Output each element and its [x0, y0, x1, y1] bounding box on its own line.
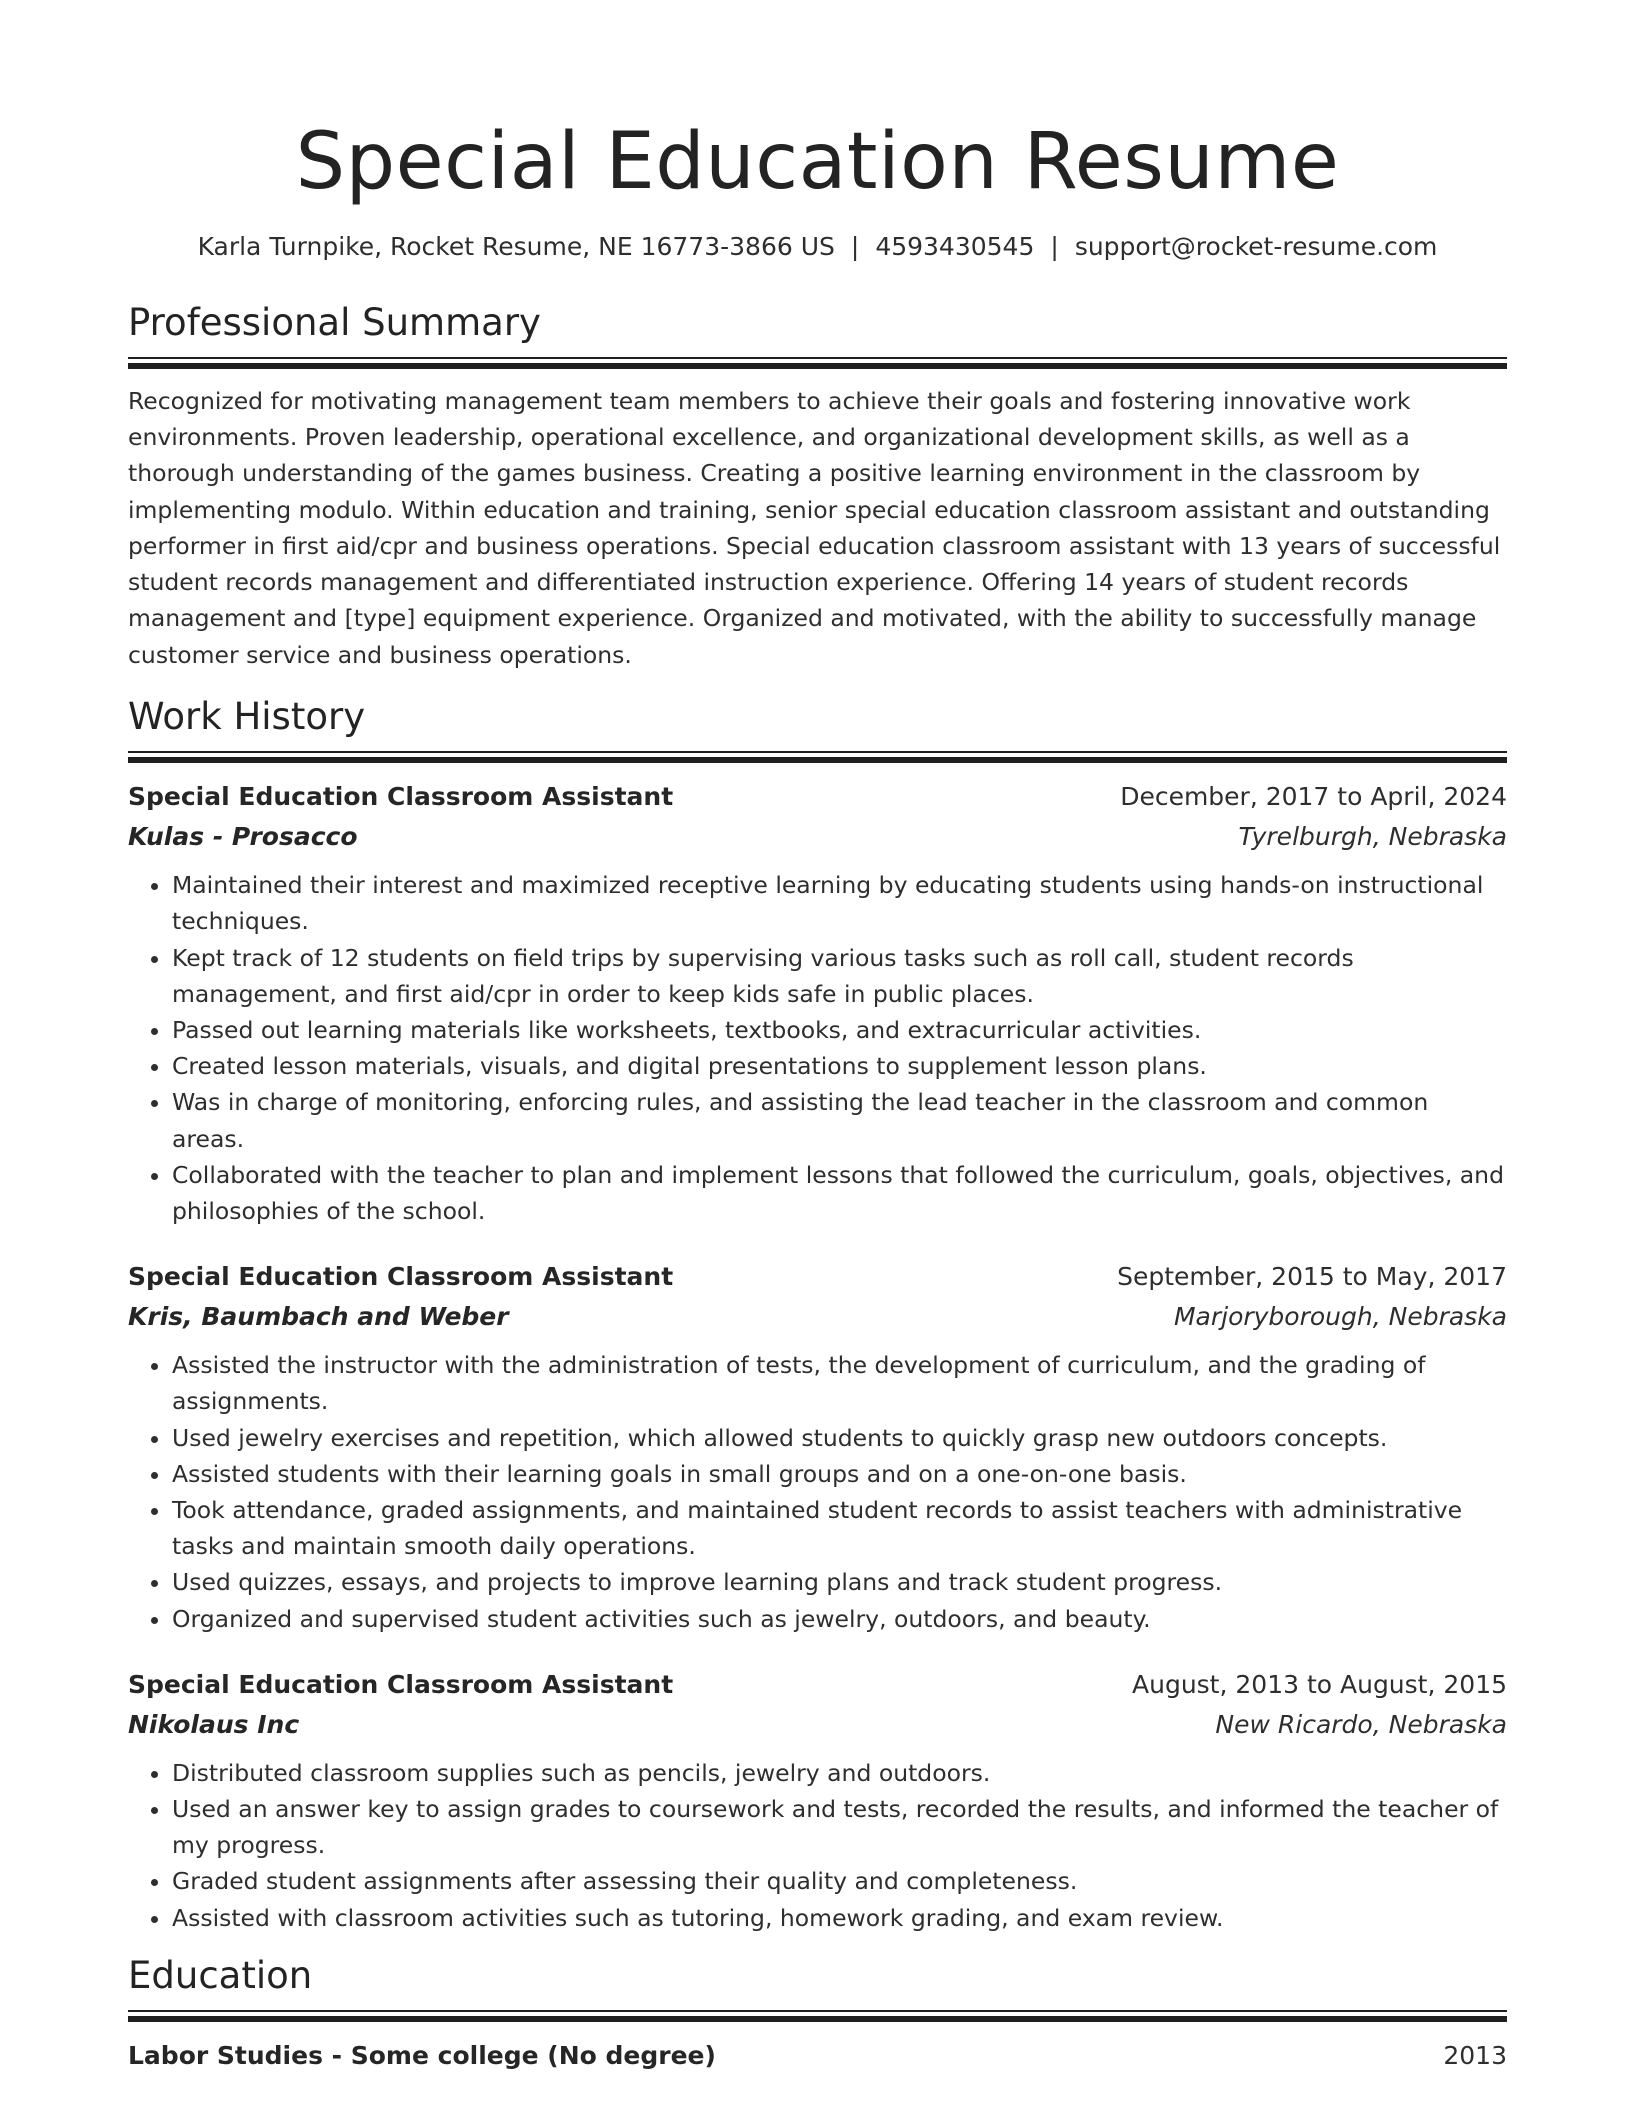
- education-section: [128, 1954, 1507, 2076]
- job-bullet: • Was in charge of monitoring, enforcing rules, and assisting the lead teacher in the classroom and common areas.: [172, 1084, 1507, 1156]
- education-heading: Education: [128, 1953, 313, 1997]
- job-bullet: • Assisted with classroom activities such as tutoring, homework grading, and exam review.: [172, 1900, 1507, 1936]
- job-dates: September, 2015 to May, 2017: [1117, 1262, 1507, 1292]
- job-bullet: • Kept track of 12 students on field trips by supervising various tasks such as roll call, student records management, and first aid/cpr in order to keep kids safe in public places.: [172, 940, 1507, 1012]
- job-title: Special Education Classroom Assistant: [128, 1262, 674, 1292]
- resume-title: Special Education Resume: [295, 117, 1340, 207]
- job-bullets: [128, 1755, 1507, 1936]
- job-entry: [128, 1665, 1507, 1936]
- job-bullet: • Took attendance, graded assignments, and maintained student records to assist teachers with administrative tasks and maintain smooth daily operations.: [172, 1492, 1507, 1564]
- job-bullet: • Maintained their interest and maximized receptive learning by educating students using hands-on instructional techniques.: [172, 867, 1507, 939]
- section-divider: [128, 751, 1507, 763]
- job-location: New Ricardo, Nebraska: [1215, 1709, 1507, 1739]
- job-bullet: • Graded student assignments after assessing their quality and completeness.: [172, 1863, 1507, 1899]
- job-bullet: • Organized and supervised student activities such as jewelry, outdoors, and beauty.: [172, 1601, 1507, 1637]
- job-bullet: • Assisted students with their learning goals in small groups and on a one-on-one basis.: [172, 1456, 1507, 1492]
- job-dates: August, 2013 to August, 2015: [1132, 1669, 1507, 1699]
- job-bullet: • Collaborated with the teacher to plan and implement lessons that followed the curriculum, goals, objectives, and philosophies of the school.: [172, 1157, 1507, 1229]
- job-company: Kris, Baumbach and Weber: [128, 1302, 509, 1332]
- summary-section: [128, 301, 1507, 673]
- education-row: [128, 2036, 1507, 2076]
- job-location: Marjoryborough, Nebraska: [1173, 1302, 1507, 1332]
- job-header-row: [128, 1257, 1507, 1297]
- contact-email: support@rocket-resume.com: [1074, 231, 1438, 261]
- job-bullet: • Assisted the instructor with the administration of tests, the development of curriculum, and the grading of assignments.: [172, 1347, 1507, 1419]
- job-header-row: [128, 1665, 1507, 1705]
- job-company: Nikolaus Inc: [128, 1709, 300, 1739]
- contact-phone: 4593430545: [875, 231, 1035, 261]
- job-location: Tyrelburgh, Nebraska: [1238, 822, 1507, 852]
- job-bullet: • Used jewelry exercises and repetition, which allowed students to quickly grasp new outdoors concepts.: [172, 1420, 1507, 1456]
- section-divider: [128, 2010, 1507, 2022]
- summary-heading: Professional Summary: [128, 300, 541, 344]
- job-bullet: • Distributed classroom supplies such as pencils, jewelry and outdoors.: [172, 1755, 1507, 1791]
- job-entry: [128, 777, 1507, 1229]
- job-dates: December, 2017 to April, 2024: [1120, 782, 1507, 812]
- contact-separator: |: [1050, 231, 1059, 261]
- job-title: Special Education Classroom Assistant: [128, 1669, 674, 1699]
- job-bullets: [128, 867, 1507, 1229]
- section-divider: [128, 357, 1507, 369]
- job-company: Kulas - Prosacco: [128, 822, 358, 852]
- job-company-row: [128, 1705, 1507, 1745]
- work-history-heading: Work History: [128, 694, 366, 738]
- job-entry: [128, 1257, 1507, 1637]
- contact-separator: |: [850, 231, 860, 261]
- job-bullet: • Created lesson materials, visuals, and digital presentations to supplement lesson plans.: [172, 1048, 1507, 1084]
- job-bullet: • Used quizzes, essays, and projects to improve learning plans and track student progress.: [172, 1564, 1507, 1600]
- job-header-row: [128, 777, 1507, 817]
- work-history-section: [128, 695, 1507, 1936]
- job-title: Special Education Classroom Assistant: [128, 782, 674, 812]
- summary-text: Recognized for motivating management team members to achieve their goals and fostering innovative work environments. Proven leadership, operational excellence, and organizational development skills, as well as a thorough understanding of the games business. Creating a positive learning environment in the classroom by implementing modulo. Within education and training, senior special education classroom assistant and outstanding performer in first aid/cpr and business operations. Special education classroom assistant with 13 years of successful student records management and differentiated instruction experience. Offering 14 years of student records management and [type] equipment experience. Organized and motivated, with the ability to successfully manage customer service and business operations.: [128, 387, 1501, 669]
- job-company-row: [128, 817, 1507, 857]
- contact-line: [128, 232, 1507, 261]
- job-bullet: • Used an answer key to assign grades to coursework and tests, recorded the results, and informed the teacher of my progress.: [172, 1791, 1507, 1863]
- job-bullets: [128, 1347, 1507, 1637]
- contact-address: Karla Turnpike, Rocket Resume, NE 16773-3866 US: [197, 231, 835, 261]
- education-year: 2013: [1443, 2041, 1507, 2071]
- job-company-row: [128, 1297, 1507, 1337]
- job-bullet: • Passed out learning materials like worksheets, textbooks, and extracurricular activities.: [172, 1012, 1507, 1048]
- education-degree: Labor Studies - Some college (No degree): [128, 2041, 716, 2071]
